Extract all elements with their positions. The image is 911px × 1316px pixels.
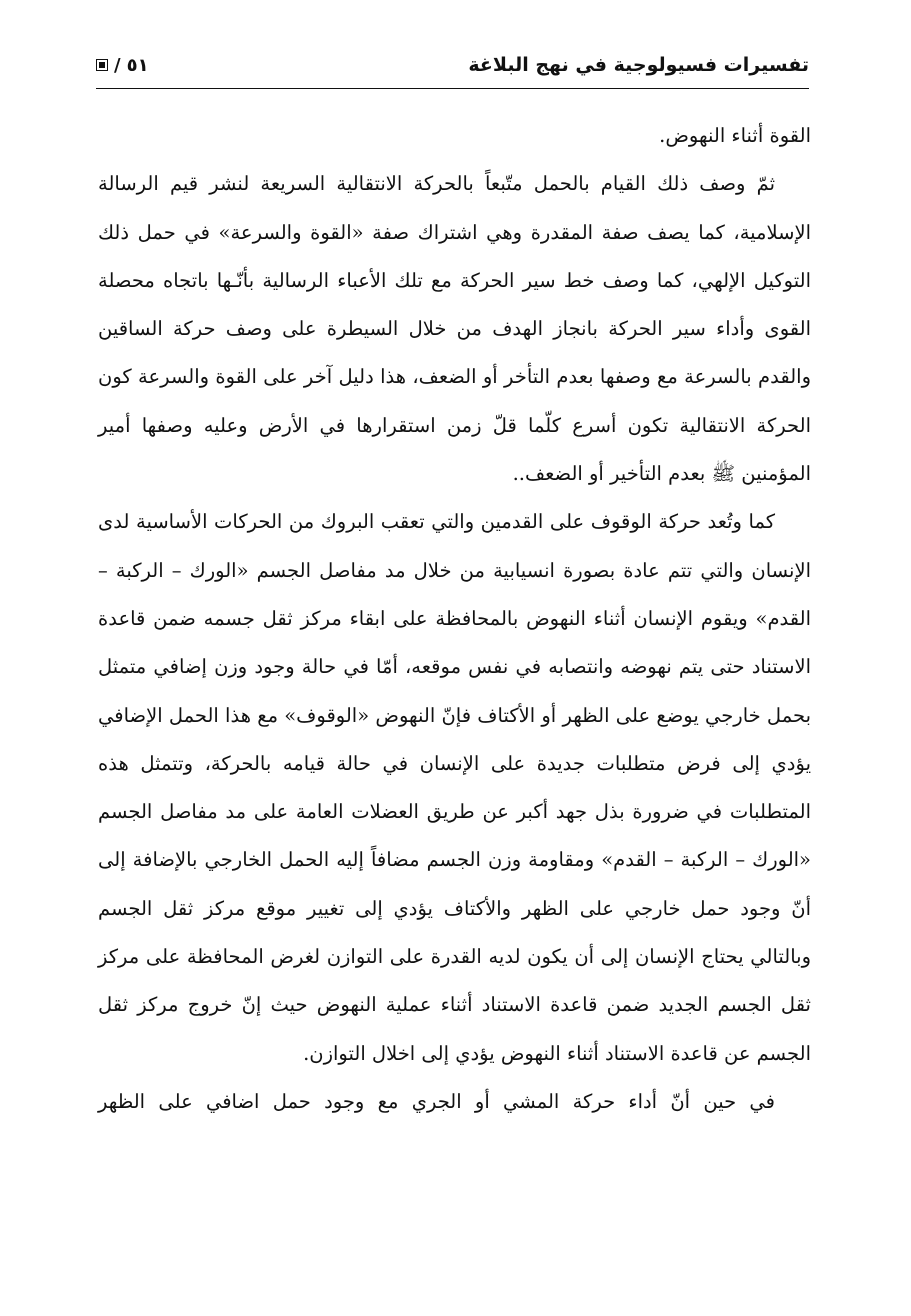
body-text [98, 112, 811, 1126]
page-number-block [96, 55, 149, 76]
page-separator: / [114, 54, 121, 76]
paragraph: ثمّ وصف ذلك القيام بالحمل متّبعاً بالحركة الانتقالية السريعة لنشر قيم الرسالة الإسلامية، كما يصف صفة المقدرة وهي اشتراك صفة «القوة والسرعة» في حمل ذلك التوكيل الإلهي، كما وصف خط سير الحركة مع تلك الأعباء الرسالية بأنّـها باتجاه محصلة القوى وأداء سير الحركة بانجاز الهدف من خلال السيطرة على وصف حركة الساقين والقدم بالسرعة مع وصفها بعدم التأخر أو الضعف، هذا دليل آخر على القوة والسرعة كون الحركة الانتقالية تكون أسرع كلّما قلّ زمن استقرارها في الأرض وعليه وصفها أمير المؤمنين ﷺ بعدم التأخير أو الضعف.. [98, 172, 811, 486]
paragraph: كما وتُعد حركة الوقوف على القدمين والتي تعقب البروك من الحركات الأساسية لدى الإنسان والتي تتم عادة بصورة انسيابية من خلال مد مفاصل الجسم «الورك – الركبة – القدم» ويقوم الإنسان أثناء النهوض بالمحافظة على ابقاء مركز ثقل جسمه ضمن قاعدة الاستناد حتى يتم نهوضه وانتصابه في نفس موقعه، أمّا في حالة وجود وزن إضافي متمثل بحمل خارجي يوضع على الظهر أو الأكتاف فإنّ النهوض «الوقوف» مع هذا الحمل الإضافي يؤدي إلى فرض متطلبات جديدة على الإنسان في حالة قيامه بالحركة، وتتمثل هذه المتطلبات في ضرورة بذل جهد أكبر عن طريق العضلات العامة على مد مفاصل الجسم «الورك – الركبة – القدم» ومقاومة وزن الجسم مضافاً إليه الحمل الخارجي بالإضافة إلى أنّ وجود حمل خارجي على الظهر والأكتاف يؤدي إلى تغيير موقع مركز ثقل الجسم وبالتالي يحتاج الإنسان إلى أن يكون لديه القدرة على التوازن لغرض المحافظة على مركز ثقل الجسم الجديد ضمن قاعدة الاستناد أثناء عملية النهوض حيث إنّ خروج مركز ثقل الجسم عن قاعدة الاستناد أثناء النهوض يؤدي إلى اخلال التوازن. [98, 510, 811, 1065]
book-title: تفسيرات فسيولوجية في نهج البلاغة [468, 54, 809, 76]
running-header [96, 42, 809, 89]
page-number: ٥١ [126, 54, 149, 76]
ornament-square-icon [96, 59, 108, 71]
paragraph: في حين أنّ أداء حركة المشي أو الجري مع وجود حمل اضافي على الظهر [98, 1089, 775, 1113]
paragraph-continuation: القوة أثناء النهوض. [659, 124, 811, 147]
